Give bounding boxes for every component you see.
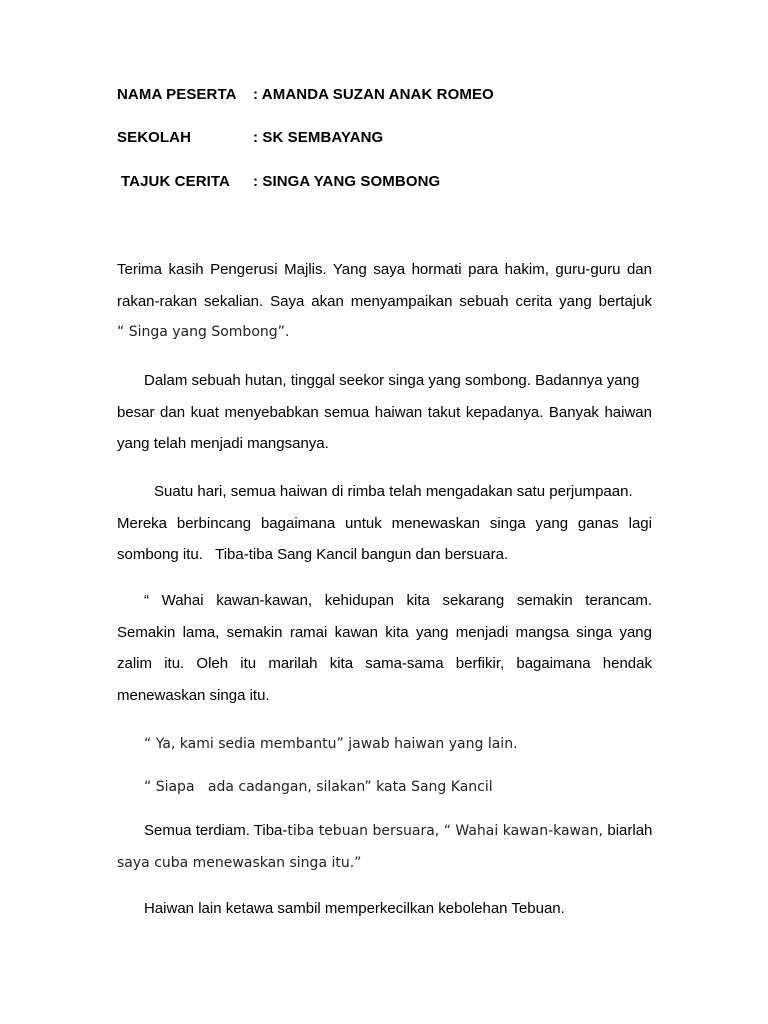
paragraph-line [117, 815, 652, 848]
paragraph-meeting [117, 476, 652, 571]
paragraph-kancil-ask [117, 772, 652, 804]
paragraph-fragment: tiba tebuan bersuara, “ Wahai kawan-kawan, [287, 823, 608, 839]
paragraph-line: besar dan kuat menyebabkan semua haiwan takut kepadanya. Banyak haiwan [117, 403, 652, 421]
paragraph-line: Semakin lama, semakin ramai kawan kita yang menjadi mangsa singa yang [117, 623, 652, 641]
paragraph-line: “ Singa yang Sombong”. [117, 324, 290, 340]
participant-value: : AMANDA SUZAN ANAK ROMEO [253, 86, 494, 103]
paragraph-line: Mereka berbincang bagaimana untuk menewaskan singa yang ganas lagi [117, 514, 652, 532]
paragraph-line: menewaskan singa itu. [117, 686, 270, 704]
paragraph-animals-laugh [117, 893, 652, 925]
paragraph-line: Suatu hari, semua haiwan di rimba telah mengadakan satu perjumpaan. [154, 483, 633, 500]
paragraph-line: rakan-rakan sekalian. Saya akan menyampaikan sebuah cerita yang bertajuk [117, 292, 652, 310]
paragraph-wasp-speaks [117, 815, 652, 879]
paragraph-line: zalim itu. Oleh itu marilah kita sama-sama berfikir, bagaimana hendak [117, 655, 652, 672]
paragraph-line: Terima kasih Pengerusi Majlis. Yang saya hormati para hakim, guru-guru dan [117, 261, 652, 278]
paragraph-fragment: biarlah [607, 822, 653, 839]
paragraph-line: saya cuba menewaskan singa itu.” [117, 854, 362, 871]
paragraph-line: “ Siapa ada cadangan, silakan” kata Sang Kancil [144, 779, 493, 795]
paragraph-line: “ Wahai kawan-kawan, kehidupan kita sekarang semakin terancam. [144, 592, 652, 609]
paragraph-line: Dalam sebuah hutan, tinggal seekor singa yang sombong. Badannya yang [144, 372, 640, 389]
paragraph-kancil-speech [117, 585, 652, 711]
school-value: : SK SEMBAYANG [253, 129, 384, 146]
story-title-label: TAJUK CERITA [121, 173, 230, 190]
paragraph-fragment: Semua terdiam. Tiba- [144, 822, 288, 839]
paragraph-line: “ Ya, kami sedia membantu” jawab haiwan yang lain. [144, 736, 518, 752]
paragraph-opening [117, 254, 652, 349]
school-label: SEKOLAH [117, 129, 192, 146]
story-title-value: : SINGA YANG SOMBONG [253, 173, 441, 190]
paragraph-line: sombong itu. Tiba-tiba Sang Kancil bangun dan bersuara. [117, 546, 509, 563]
participant-label: NAMA PESERTA [117, 86, 237, 103]
paragraph-line: yang telah menjadi mangsanya. [117, 435, 329, 452]
paragraph-animals-reply [117, 729, 652, 761]
paragraph-lion-intro [117, 365, 652, 460]
paragraph-line: Haiwan lain ketawa sambil memperkecilkan kebolehan Tebuan. [144, 900, 565, 917]
